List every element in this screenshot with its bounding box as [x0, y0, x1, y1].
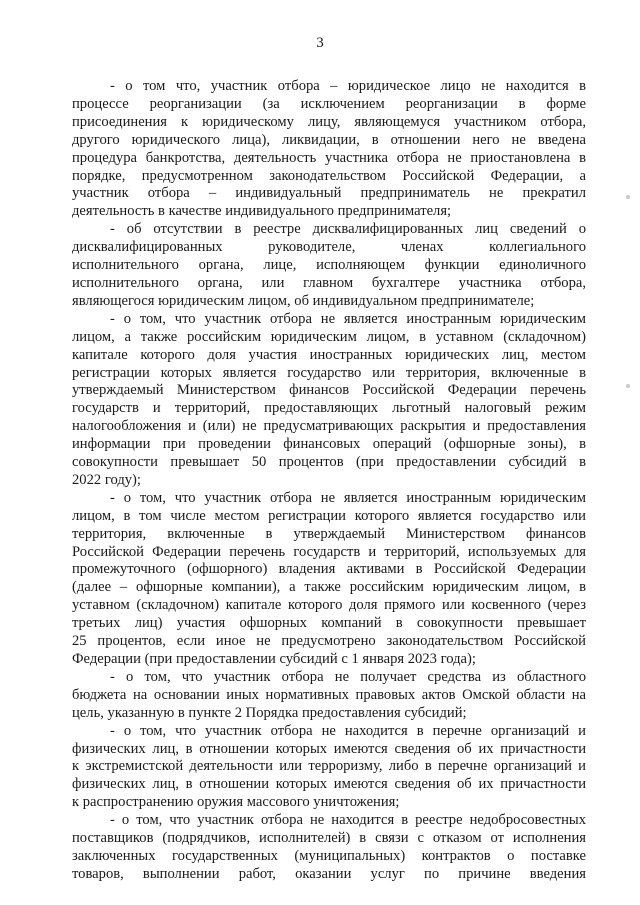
paragraph [72, 311, 586, 490]
text-line: третьих лиц) участия офшорных компаний в совокупности превышает [72, 615, 586, 632]
text-line: товаров, выполнении работ, оказании услуг по причине введения [72, 865, 586, 882]
text-line: присоединения к юридическому лицу, являющемуся участником отбора, [72, 113, 586, 130]
text-line: утверждаемый Министерством финансов Российской Федерации перечень [72, 382, 586, 399]
text-line: исполнительного органа, или главном бухгалтере участника отбора, [72, 274, 586, 291]
scan-speck [626, 384, 630, 388]
text-line: процессе реорганизации (за исключением реорганизации в форме [72, 95, 586, 112]
text-line: участник отбора – индивидуальный предприниматель не прекратил [72, 185, 586, 202]
text-line: цель, указанную в пункте 2 Порядка предоставления субсидий; [72, 704, 467, 721]
text-line: физических лиц, в отношении которых имеются сведения об их причастности [72, 776, 586, 793]
text-line: лицом, а также российским юридическим лицом, в уставном (складочном) [72, 328, 586, 345]
text-line: 2022 году); [72, 471, 141, 488]
text-line: территория, включенные в утверждаемый Министерством финансов [72, 525, 586, 542]
text-line: поставщиков (подрядчиков, исполнителей) в связи с отказом от исполнения [72, 830, 586, 847]
text-line: - о том, что участник отбора не находится в реестре недобросовестных [110, 812, 586, 829]
text-line: Российской Федерации перечень государств и территорий, используемых для [72, 543, 586, 560]
text-line: порядке, предусмотренном законодательством Российской Федерации, а [72, 167, 586, 184]
page-number: 3 [316, 35, 324, 51]
text-line: процедура банкротства, деятельность участника отбора не приостановлена в [72, 149, 586, 166]
text-line: являющегося юридическим лицом, об индивидуальном предпринимателе; [72, 292, 535, 309]
scan-speck [626, 195, 630, 199]
text-line: - об отсутствии в реестре дисквалифицированных лиц сведений о [110, 221, 586, 238]
text-line: - о том, что участник отбора не получает средства из областного [110, 668, 586, 685]
paragraph [72, 723, 586, 813]
text-line: уставном (складочном) капитале которого доля прямого или косвенного (через [72, 597, 586, 614]
text-line: к экстремистской деятельности или терроризму, либо в перечне организаций и [72, 758, 586, 775]
paragraph [72, 669, 586, 723]
text-line: (далее – офшорные компании), а также российским юридическим лицом, в [72, 579, 586, 596]
text-line: регистрации которых является государство или территория, включенные в [72, 364, 586, 381]
text-line: физических лиц, в отношении которых имеются сведения об их причастности [72, 740, 586, 757]
text-line: дисквалифицированных руководителе, членах коллегиального [72, 239, 586, 256]
text-line: деятельность в качестве индивидуального предпринимателя; [72, 203, 452, 220]
text-line: - о том, что участник отбора не является иностранным юридическим [110, 310, 586, 327]
document-body [72, 78, 586, 884]
paragraph [72, 78, 586, 221]
text-line: исполнительного органа, лице, исполняющем функции единоличного [72, 257, 586, 274]
text-line: налогообложения и (или) не предусматривающих раскрытия и предоставления [72, 418, 586, 435]
text-line: совокупности превышает 50 процентов (при предоставлении субсидий в [72, 454, 586, 471]
paragraph [72, 221, 586, 311]
text-line: промежуточного (офшорного) владения активами в Российской Федерации [72, 561, 586, 578]
text-line: - о том, что участник отбора не является иностранным юридическим [110, 489, 586, 506]
text-line: к распространению оружия массового уничтожения; [72, 794, 400, 811]
text-line: бюджета на основании иных нормативных правовых актов Омской области на [72, 686, 586, 703]
text-line: другого юридического лица), ликвидации, в отношении него не введена [72, 131, 586, 148]
text-line: лицом, в том числе местом регистрации которого является государство или [72, 507, 586, 524]
paragraph [72, 812, 586, 884]
text-line: капитале которого доля участия иностранных юридических лиц, местом [72, 346, 586, 363]
text-line: Федерации (при предоставлении субсидий с 1 января 2023 года); [72, 651, 476, 667]
paragraph [72, 490, 586, 669]
text-line: государств и территорий, предоставляющих льготный налоговый режим [72, 400, 586, 417]
text-line: - о том что, участник отбора – юридическое лицо не находится в [110, 78, 586, 94]
text-line: заключенных государственных (муниципальных) контрактов о поставке [72, 847, 586, 864]
text-line: - о том, что участник отбора не находится в перечне организаций и [110, 722, 586, 739]
text-line: информации при проведении финансовых операций (офшорные зоны), в [72, 436, 586, 453]
text-line: 25 процентов, если иное не предусмотрено законодательством Российской [72, 633, 586, 650]
